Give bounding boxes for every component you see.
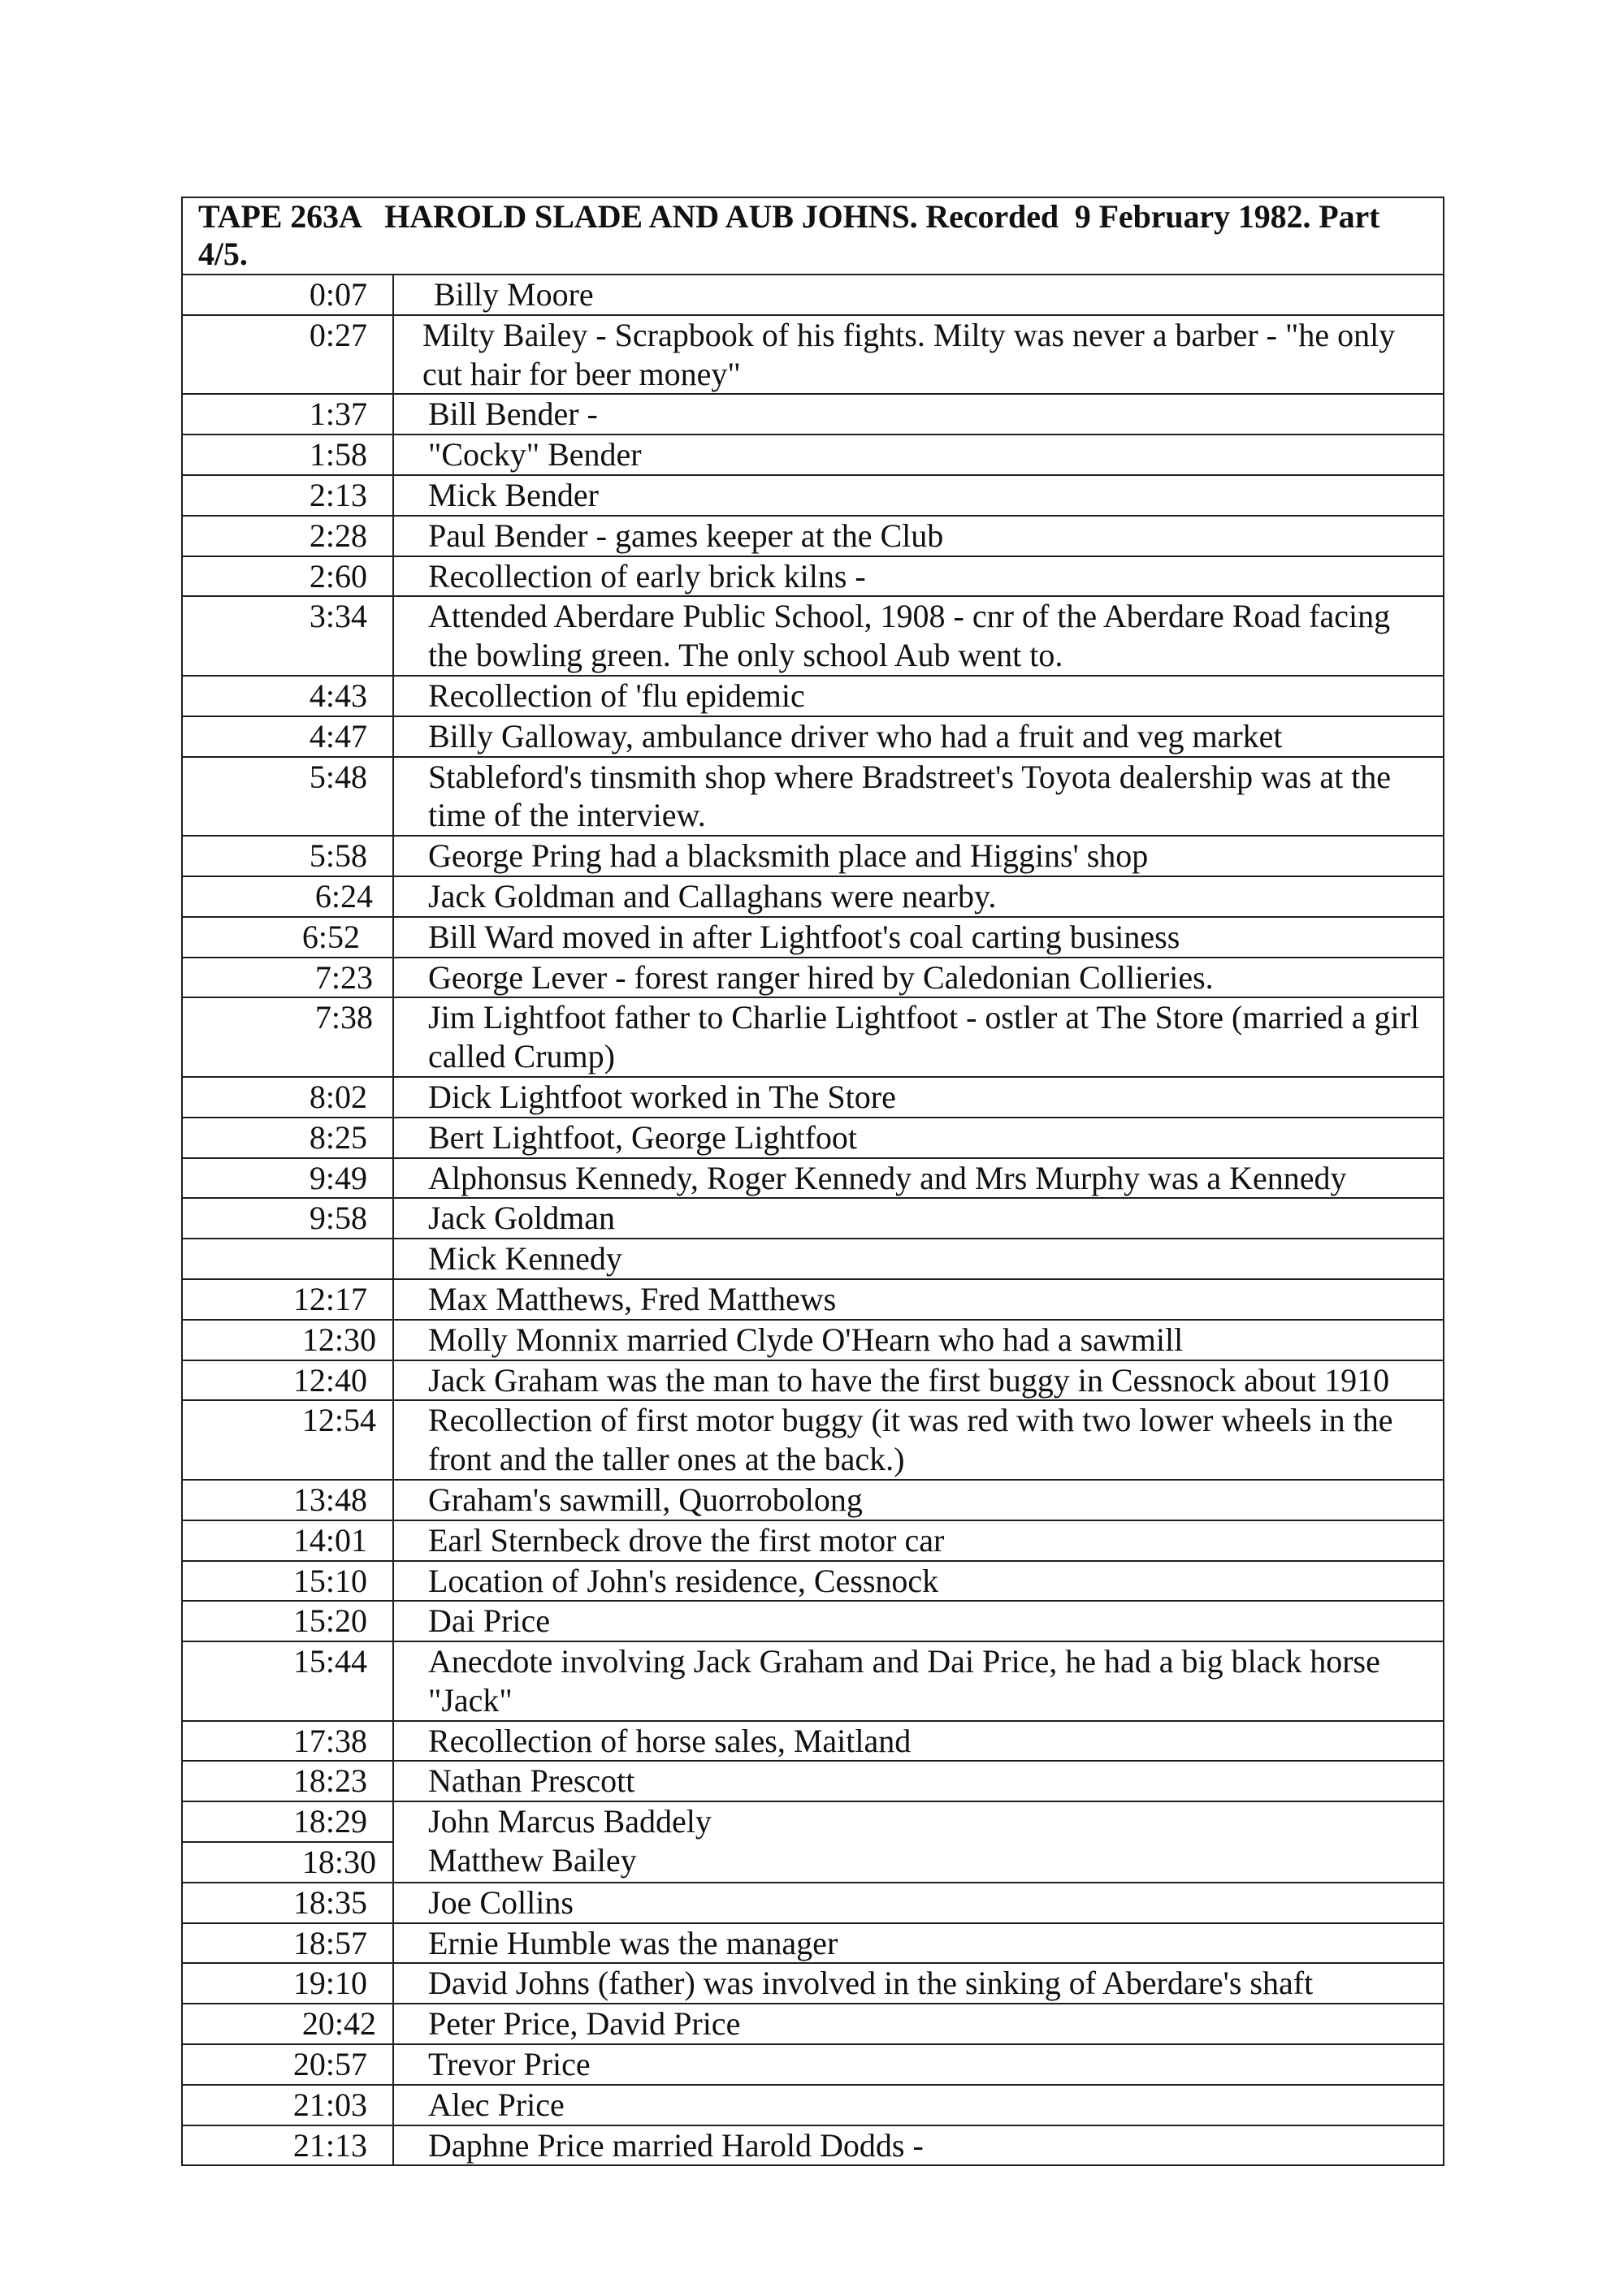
table-row (182, 716, 1444, 757)
timestamp: 18:57 (182, 1923, 393, 1964)
timestamp: 12:17 (182, 1279, 393, 1320)
description: Alec Price (393, 2085, 1444, 2125)
description: Joe Collins (393, 1883, 1444, 1923)
timestamp: 8:25 (182, 1118, 393, 1158)
table-row (182, 2004, 1444, 2044)
table-row (182, 1320, 1444, 1360)
table-row (182, 2125, 1444, 2166)
description (393, 757, 1444, 837)
table-row (182, 1520, 1444, 1561)
tape-title (182, 197, 1444, 275)
description: Recollection of 'flu epidemic (393, 676, 1444, 716)
timestamp: 20:57 (182, 2044, 393, 2085)
timestamp: 5:48 (182, 757, 393, 837)
description: Recollection of horse sales, Maitland (393, 1721, 1444, 1762)
tape-log-table (181, 197, 1444, 2166)
timestamp: 1:37 (182, 394, 393, 435)
table-row (182, 516, 1444, 556)
description: Jack Graham was the man to have the first buggy in Cessnock about 1910 (393, 1360, 1444, 1401)
table-row (182, 1077, 1444, 1118)
table-row (182, 475, 1444, 516)
table-row (182, 1641, 1444, 1721)
timestamp: 5:58 (182, 836, 393, 876)
timestamp: 0:27 (182, 315, 393, 395)
description-line: cut hair for beer money" (422, 355, 741, 392)
table-row (182, 394, 1444, 435)
description: Mick Bender (393, 475, 1444, 516)
timestamp: 6:24 (182, 876, 393, 917)
timestamp: 15:20 (182, 1601, 393, 1641)
description: Paul Bender - games keeper at the Club (393, 516, 1444, 556)
description: George Lever - forest ranger hired by Caledonian Collieries. (393, 958, 1444, 998)
description: Alphonsus Kennedy, Roger Kennedy and Mrs Murphy was a Kennedy (393, 1158, 1444, 1199)
table-row (182, 1360, 1444, 1401)
description: Bill Bender - (393, 394, 1444, 435)
table-row (182, 1923, 1444, 1964)
description: Mick Kennedy (393, 1239, 1444, 1279)
timestamp: 12:30 (182, 1320, 393, 1360)
tape-title-line-2: 4/5. (198, 236, 248, 272)
table-row (182, 435, 1444, 475)
table-row (182, 1158, 1444, 1199)
description: Earl Sternbeck drove the first motor car (393, 1520, 1444, 1561)
table-row (182, 2044, 1444, 2085)
description-line: Attended Aberdare Public School, 1908 - cnr of the Aberdare Road facing (428, 598, 1391, 635)
table-row (182, 1883, 1444, 1923)
timestamp: 4:43 (182, 676, 393, 716)
description: Nathan Prescott (393, 1761, 1444, 1801)
description (393, 315, 1444, 395)
description: Billy Galloway, ambulance driver who had a fruit and veg market (393, 716, 1444, 757)
description-line: Anecdote involving Jack Graham and Dai Price, he had a big black horse (428, 1643, 1380, 1680)
description (393, 1400, 1444, 1480)
table-row (182, 1721, 1444, 1762)
description (393, 997, 1444, 1077)
timestamp: 6:52 (182, 917, 393, 958)
table-row (182, 836, 1444, 876)
table-row (182, 676, 1444, 716)
description-line: John Marcus Baddely (428, 1803, 712, 1840)
table-row (182, 757, 1444, 837)
timestamp (182, 1239, 393, 1279)
description: Recollection of early brick kilns - (393, 556, 1444, 597)
table-row (182, 1601, 1444, 1641)
table-header-row (182, 197, 1444, 275)
description-line: Matthew Bailey (428, 1842, 637, 1879)
timestamp: 2:60 (182, 556, 393, 597)
description: Jack Goldman and Callaghans were nearby. (393, 876, 1444, 917)
table-row (182, 1198, 1444, 1239)
description-line: front and the taller ones at the back.) (428, 1441, 905, 1478)
timestamp: 12:54 (182, 1400, 393, 1480)
timestamp: 7:38 (182, 997, 393, 1077)
table-row (182, 1118, 1444, 1158)
timestamp: 14:01 (182, 1520, 393, 1561)
table-row (182, 958, 1444, 998)
description: Bill Ward moved in after Lightfoot's coal carting business (393, 917, 1444, 958)
table-row (182, 2085, 1444, 2125)
timestamp: 4:47 (182, 716, 393, 757)
timestamp: 0:07 (182, 275, 393, 315)
description: Max Matthews, Fred Matthews (393, 1279, 1444, 1320)
timestamp: 17:38 (182, 1721, 393, 1762)
description: Dai Price (393, 1601, 1444, 1641)
timestamp: 15:44 (182, 1641, 393, 1721)
timestamp: 18:30 (182, 1842, 393, 1883)
description-line: Milty Bailey - Scrapbook of his fights. Milty was never a barber - "he only (422, 316, 1396, 353)
description (393, 596, 1444, 676)
description: "Cocky" Bender (393, 435, 1444, 475)
tape-title-line-1: TAPE 263A HAROLD SLADE AND AUB JOHNS. Recorded 9 February 1982. Part (198, 198, 1380, 235)
timestamp: 9:58 (182, 1198, 393, 1239)
timestamp: 3:34 (182, 596, 393, 676)
description (393, 1641, 1444, 1721)
table-row (182, 1801, 1444, 1842)
timestamp: 7:23 (182, 958, 393, 998)
description: Ernie Humble was the manager (393, 1923, 1444, 1964)
timestamp: 20:42 (182, 2004, 393, 2044)
timestamp: 12:40 (182, 1360, 393, 1401)
description: Daphne Price married Harold Dodds - (393, 2125, 1444, 2166)
description: George Pring had a blacksmith place and Higgins' shop (393, 836, 1444, 876)
timestamp: 8:02 (182, 1077, 393, 1118)
description: Bert Lightfoot, George Lightfoot (393, 1118, 1444, 1158)
timestamp: 13:48 (182, 1480, 393, 1520)
table-row (182, 1239, 1444, 1279)
description: Graham's sawmill, Quorrobolong (393, 1480, 1444, 1520)
description-line: Jim Lightfoot father to Charlie Lightfoot - ostler at The Store (married a girl (428, 999, 1420, 1036)
table-row (182, 1400, 1444, 1480)
description-line: called Crump) (428, 1038, 615, 1075)
timestamp: 2:13 (182, 475, 393, 516)
table-row (182, 275, 1444, 315)
table-row (182, 876, 1444, 917)
timestamp: 19:10 (182, 1963, 393, 2004)
timestamp: 2:28 (182, 516, 393, 556)
description-line: the bowling green. The only school Aub went to. (428, 637, 1063, 674)
description-line: Recollection of first motor buggy (it was red with two lower wheels in the (428, 1402, 1393, 1439)
table-row (182, 596, 1444, 676)
description-line: Stableford's tinsmith shop where Bradstreet's Toyota dealership was at the (428, 758, 1392, 795)
timestamp: 18:35 (182, 1883, 393, 1923)
description: Molly Monnix married Clyde O'Hearn who had a sawmill (393, 1320, 1444, 1360)
table-row (182, 1279, 1444, 1320)
timestamp: 18:29 (182, 1801, 393, 1842)
table-row (182, 997, 1444, 1077)
table-row (182, 315, 1444, 395)
description: David Johns (father) was involved in the sinking of Aberdare's shaft (393, 1963, 1444, 2004)
description: Location of John's residence, Cessnock (393, 1561, 1444, 1602)
table-row (182, 1480, 1444, 1520)
timestamp: 9:49 (182, 1158, 393, 1199)
description (393, 1801, 1444, 1883)
description-line: time of the interview. (428, 797, 706, 834)
timestamp: 1:58 (182, 435, 393, 475)
timestamp: 21:13 (182, 2125, 393, 2166)
timestamp: 15:10 (182, 1561, 393, 1602)
description: Peter Price, David Price (393, 2004, 1444, 2044)
description: Trevor Price (393, 2044, 1444, 2085)
description-line: "Jack" (428, 1681, 513, 1719)
description: Dick Lightfoot worked in The Store (393, 1077, 1444, 1118)
timestamp: 18:23 (182, 1761, 393, 1801)
description: Jack Goldman (393, 1198, 1444, 1239)
table-row (182, 1561, 1444, 1602)
description: Billy Moore (393, 275, 1444, 315)
timestamp: 21:03 (182, 2085, 393, 2125)
table-row (182, 556, 1444, 597)
table-row (182, 1963, 1444, 2004)
table-row (182, 1761, 1444, 1801)
table-row (182, 917, 1444, 958)
